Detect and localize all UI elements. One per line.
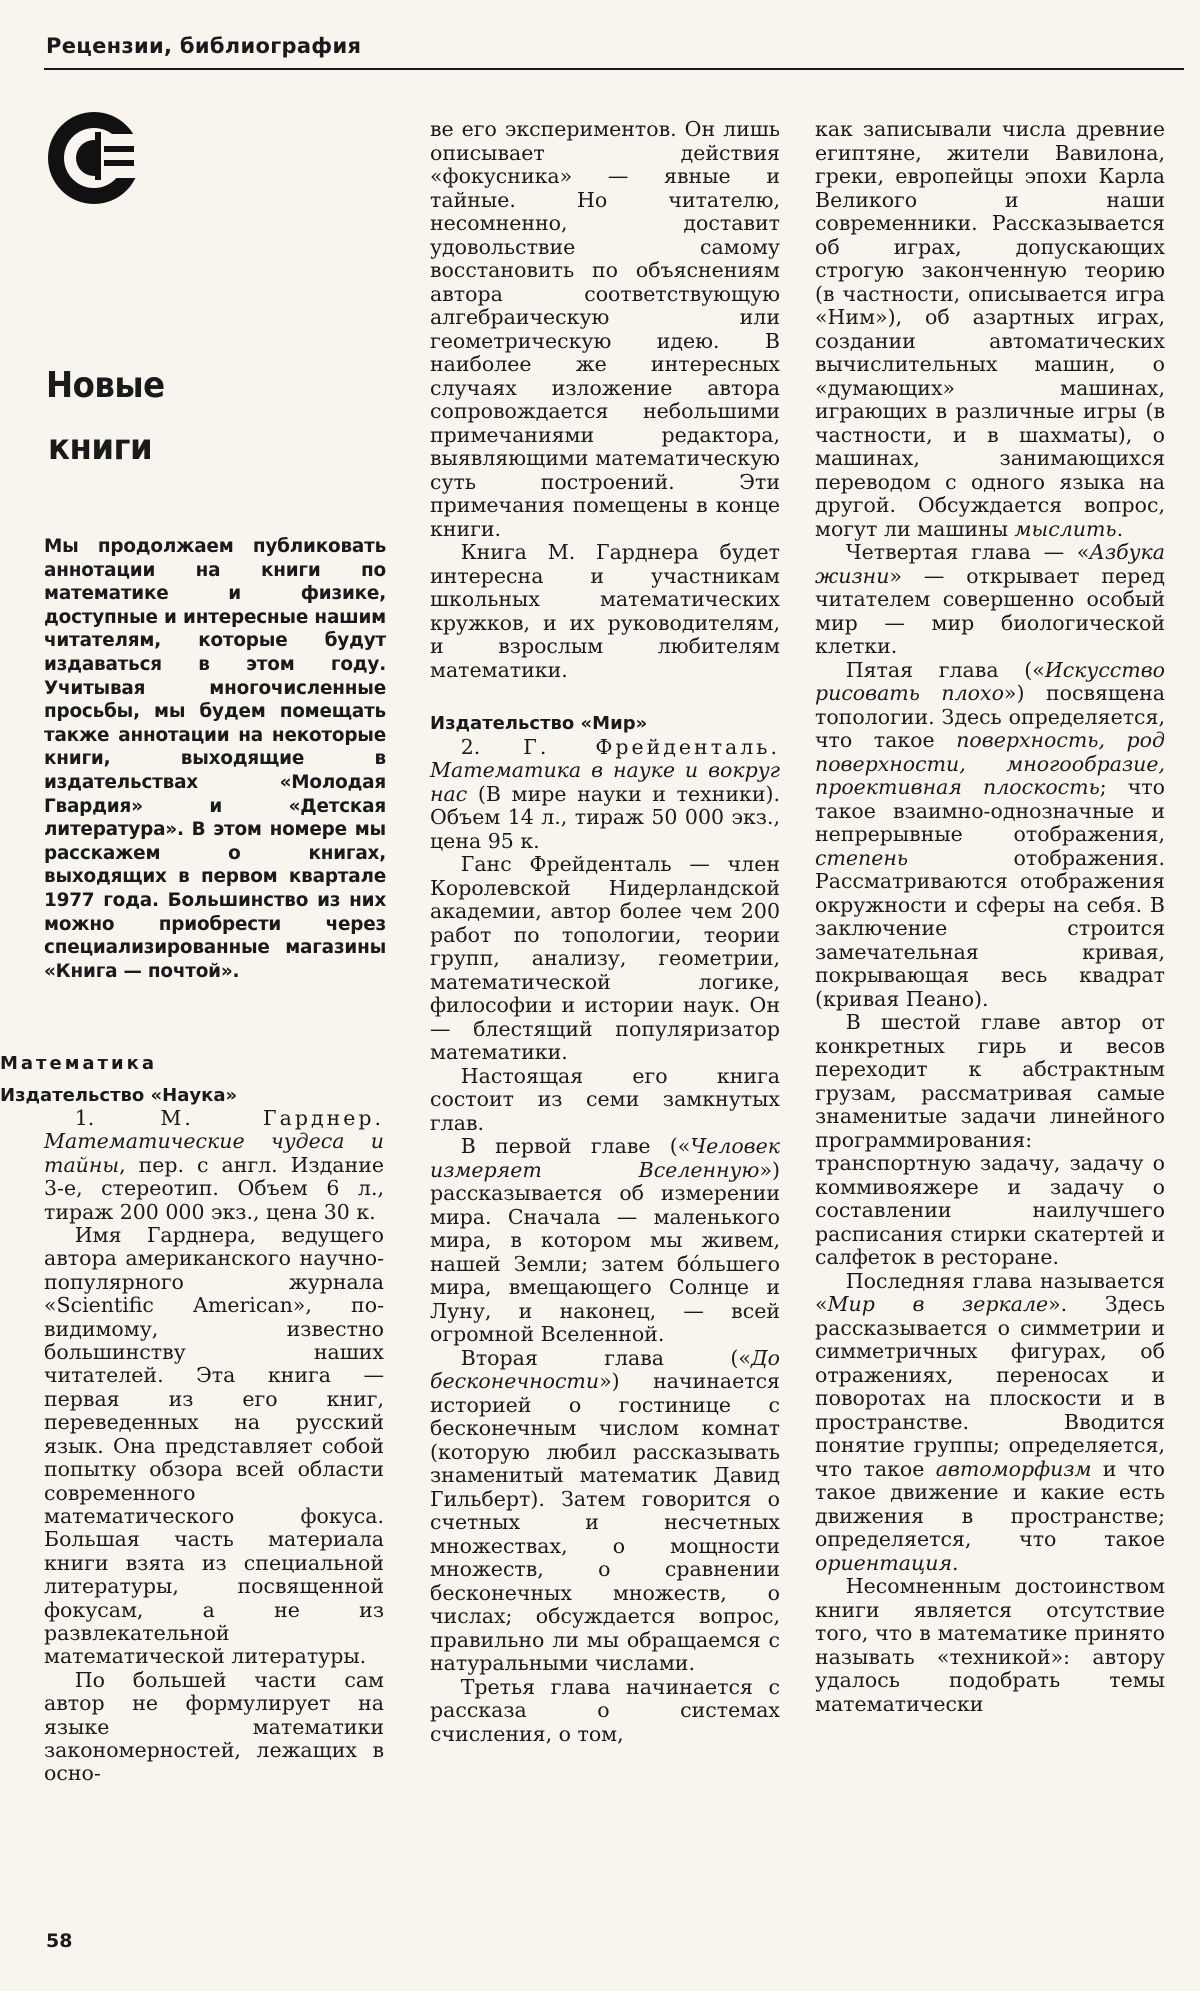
column-1-body [44,1107,384,1786]
intro-paragraph: Мы продолжаем публиковать аннотации на книги по математике и физике, доступные и интересные нашим читателям, которые будут издаваться в этом году. Учитывая многочисленные просьбы, мы будем помещать также аннотации на некоторые книги, выходящие в издательствах «Молодая Гвардия» и «Детская литература». В этом номере мы расскажем о книгах, выходящих в первом квартале 1977 года. Большинство из них можно приобрести через специализированные магазины «Книга — почтой». [44,536,386,982]
body-paragraph: Ганс Фрейденталь — член Королевской Нидерландской академии, автор более чем 200 работ по топологии, теории групп, анализу, геометрии, математической логике, философии и истории наук. Он — блестящий популяризатор математики. [430,852,780,1064]
big-title-line2: книги [48,427,153,468]
body-paragraph: Последняя глава называется «Мир в зеркале». Здесь рассказывается о симметрии и симметричных фигурах, об отражениях, переносах и поворотах на плоскости и в пространстве. Вводится понятие группы; определяется, что такое автоморфизм и что такое движение и какие есть движения в пространстве; определяется, что такое ориентация. [815,1268,1166,1575]
book2-details: (В мире науки и техники). Объем 14 л., тираж 50 000 экз., цена 95 к. [430,781,780,853]
body-paragraph: В первой главе («Человек измеряет Вселенную») рассказывается об измерении мира. Сначала — маленького мира, в котором мы живем, нашей Земли; затем бо́льшего мира, вмещающего Солнце и Луну, и наконец, — всей огромной Вселенной. [430,1134,780,1346]
book2-title: Математика в науке и вокруг нас [430,758,780,806]
publisher-heading-mir: Издательство «Мир» [430,713,648,734]
magazine-section-logo-icon [46,110,142,206]
section-header-title: Рецензии, библиография [46,34,362,58]
body-paragraph: По большей части сам автор не формулирует на языке математики закономерностей, лежащих в осно- [44,1667,384,1786]
book1-title: Математические чудеса и тайны [44,1129,384,1177]
book1-entry: 1. М. Гарднер. Математические чудеса и тайны, пер. с англ. Издание 3-е, стереотип. Объем 6 л., тираж 200 000 экз., цена 30 к. [44,1106,384,1224]
body-paragraph: Четвертая глава — «Азбука жизни» — открывает перед читателем совершенно особый мир — мир биологической клетки. [815,540,1165,658]
math-section-heading: Математика [0,1053,157,1074]
body-paragraph: Книга М. Гарднера будет интересна и участникам школьных математических кружков, и их руководителям, и взрослым любителям математики. [430,540,780,682]
body-paragraph: Третья глава начинается с рассказа о системах счисления, о том, [430,1674,780,1746]
body-paragraph: Пятая глава («Искусство рисовать плохо») посвящена топологии. Здесь определяется, что такое поверхность, род поверхности, многообразие, проективная плоскость; что такое взаимно-однозначные и непрерывные отображения, степень отображения. Рассматриваются отображения окружности и сферы на себя. В заключение строится замечательная кривая, покрывающая весь квадрат (кривая Пеано). [815,657,1166,1011]
book1-author: М. Гарднер. [160,1106,384,1130]
book2-author: Г. Фрейденталь. [523,734,780,759]
book2-entry: 2. Г. Фрейденталь. Математика в науке и вокруг нас (В мире науки и техники). Объем 14 л., тираж 50 000 экз., цена 95 к. [430,734,780,853]
book1-details: , пер. с англ. Издание 3-е, стереотип. Объем 6 л., тираж 200 000 экз., цена 30 к. [44,1152,384,1224]
big-title-line1: Новые [46,365,165,406]
section-big-title [46,355,386,479]
body-paragraph: Имя Гарднера, ведущего автора американского научно-популярного журнала «Scientific American», по-видимому, известно большинству наших читателей. Эта книга — первая из его книг, переведенных на русский язык. Она представляет собой попытку обзора всей области современного математического фокуса. Большая часть материала книги взята из специальной литературы, посвященной фокусам, а не из развлекательной математической литературы. [44,1223,384,1669]
body-paragraph: Несомненным достоинством книги является отсутствие того, что в математике принято называть «техникой»: автору удалось подобрать темы математически [815,1574,1165,1716]
body-paragraph: Настоящая его книга состоит из семи замкнутых глав. [430,1063,780,1135]
body-paragraph: В шестой главе автор от конкретных гирь и весов переходит к абстрактным грузам, рассматривая самые знаменитые задачи линейного программирования: транспортную задачу, задачу о коммивояжере и задачу о составлении наилучшего расписания стирки скатертей и салфеток в ресторане. [815,1010,1165,1269]
body-paragraph: ве его экспериментов. Он лишь описывает действия «фокусника» — явные и тайные. Но читателю, несомненно, доставит удовольствие самому восстановить по объяснениям автора соответствующую алгебраическую или геометрическую идею. В наиболее же интересных случаях изложение автора сопровождается небольшими примечаниями редактора, выявляющими математическую суть построений. Эти примечания помещены в конце книги. [430,117,780,541]
body-paragraph: Вторая глава («До бесконечности») начинается историей о гостинице с бесконечным числом комнат (которую любил рассказывать знаменитый математик Давид Гильберт). Затем говорится о счетных и несчетных множествах, о мощности множеств, о сравнении бесконечных множеств, о числах; обсуждается вопрос, правильно ли мы обращаемся с натуральными числами. [430,1345,780,1675]
column-3 [815,118,1165,1716]
page-number: 58 [46,1930,73,1952]
column-2 [430,118,780,1746]
page-header [44,28,1184,70]
publisher-heading-nauka: Издательство «Наука» [0,1085,238,1106]
body-paragraph: как записывали числа древние египтяне, жители Вавилона, греки, европейцы эпохи Карла Великого и наши современники. Рассказывается об играх, допускающих строгую законченную теорию (в частности, описывается игра «Ним»), об азартных играх, создании автоматических вычислительных машин, о «думающих» машинах, играющих в различные игры (в частности, и в шахматы), о машинах, занимающихся переводом с одного языка на другой. Обсуждается вопрос, могут ли машины мыслить. [815,117,1165,541]
